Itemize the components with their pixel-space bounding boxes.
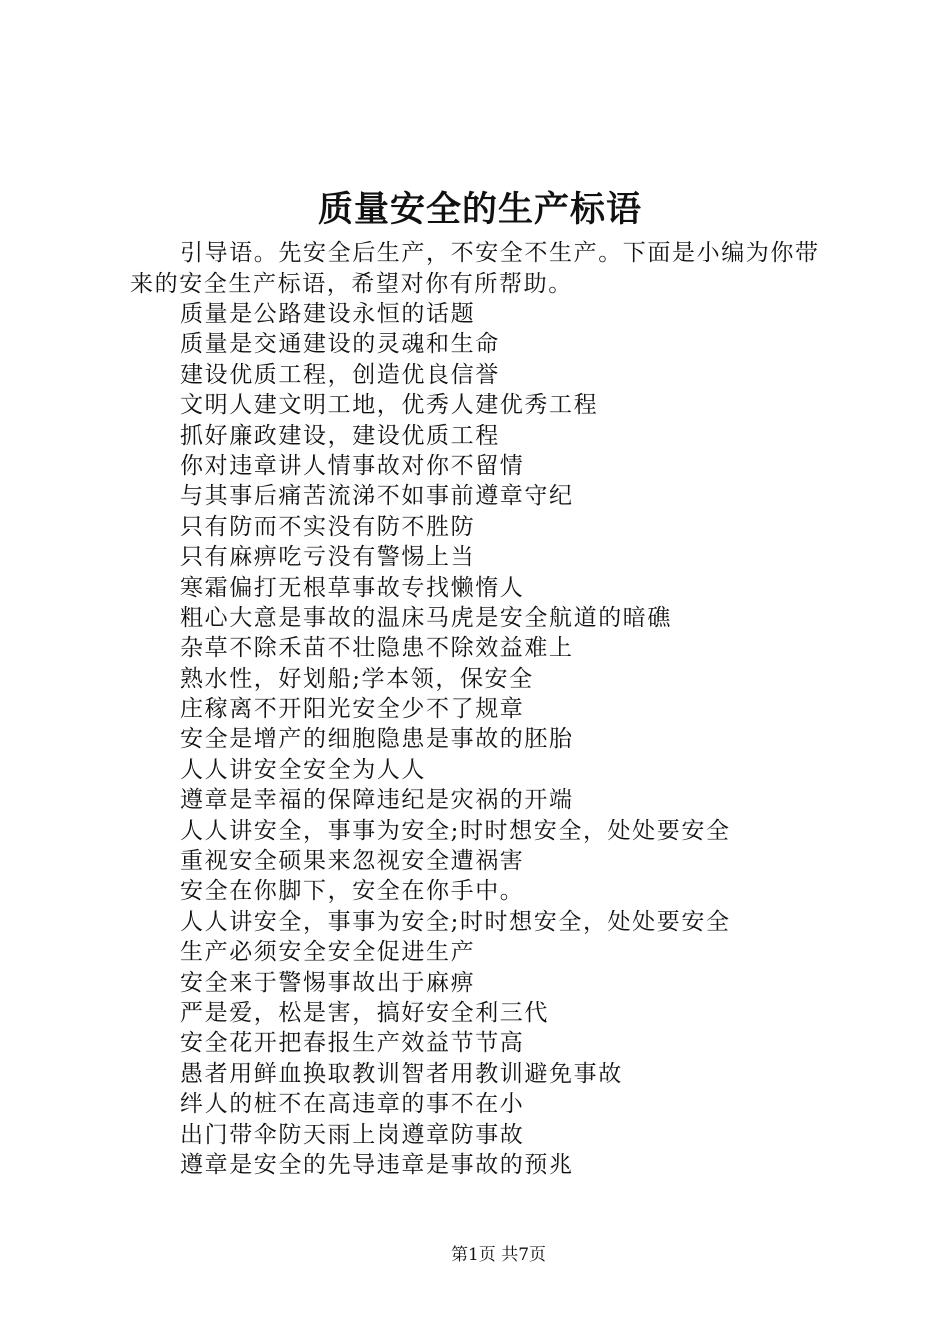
slogan-line: 你对违章讲人情事故对你不留情 <box>180 452 525 479</box>
slogan-line: 严是爱，松是害，搞好安全利三代 <box>180 999 549 1026</box>
slogan-line: 安全来于警惕事故出于麻痹 <box>180 969 476 996</box>
slogan-line: 安全花开把春报生产效益节节高 <box>180 1030 525 1057</box>
slogan-line: 质量是公路建设永恒的话题 <box>180 301 476 327</box>
slogan-line: 只有麻痹吃亏没有警惕上当 <box>180 544 476 571</box>
slogan-line: 绊人的桩不在高违章的事不在小 <box>180 1091 525 1118</box>
slogan-line: 抓好廉政建设，建设优质工程 <box>180 422 500 449</box>
slogan-line: 粗心大意是事故的温床马虎是安全航道的暗礁 <box>180 604 672 631</box>
slogan-line: 生产必须安全安全促进生产 <box>180 939 476 966</box>
intro-paragraph: 引导语。先安全后生产，不安全不生产。下面是小编为你带来的安全生产标语，希望对你有所帮助。 <box>130 240 820 297</box>
slogan-line: 遵章是幸福的保障违纪是灾祸的开端 <box>180 787 574 814</box>
slogan-line: 寒霜偏打无根草事故专找懒惰人 <box>180 574 525 601</box>
slogan-line: 建设优质工程，创造优良信誉 <box>180 361 500 388</box>
slogan-line: 熟水性，好划船;学本领，保安全 <box>180 665 534 692</box>
slogan-line: 重视安全硕果来忽视安全遭祸害 <box>180 848 525 875</box>
document-title: 质量安全的生产标语 <box>317 189 642 230</box>
page-number: 第1页 共7页 <box>450 1245 547 1265</box>
slogan-line: 质量是交通建设的灵魂和生命 <box>180 331 500 358</box>
slogan-line: 遵章是安全的先导违章是事故的预兆 <box>180 1151 574 1178</box>
slogan-line: 愚者用鲜血换取教训智者用教训避免事故 <box>180 1060 623 1087</box>
slogan-line: 出门带伞防天雨上岗遵章防事故 <box>180 1121 525 1148</box>
slogan-line: 与其事后痛苦流涕不如事前遵章守纪 <box>180 483 574 510</box>
slogan-line: 杂草不除禾苗不壮隐患不除效益难上 <box>180 635 574 662</box>
slogan-list <box>180 299 731 1180</box>
slogan-line: 安全是增产的细胞隐患是事故的胚胎 <box>180 726 574 753</box>
slogan-line: 文明人建文明工地，优秀人建优秀工程 <box>180 392 599 419</box>
slogan-line: 人人讲安全，事事为安全;时时想安全，处处要安全 <box>180 908 731 935</box>
slogan-line: 只有防而不实没有防不胜防 <box>180 513 476 540</box>
slogan-line: 庄稼离不开阳光安全少不了规章 <box>180 696 525 723</box>
slogan-line: 人人讲安全安全为人人 <box>180 756 426 783</box>
slogan-line: 安全在你脚下，安全在你手中。 <box>180 878 525 905</box>
slogan-line: 人人讲安全，事事为安全;时时想安全，处处要安全 <box>180 817 731 844</box>
